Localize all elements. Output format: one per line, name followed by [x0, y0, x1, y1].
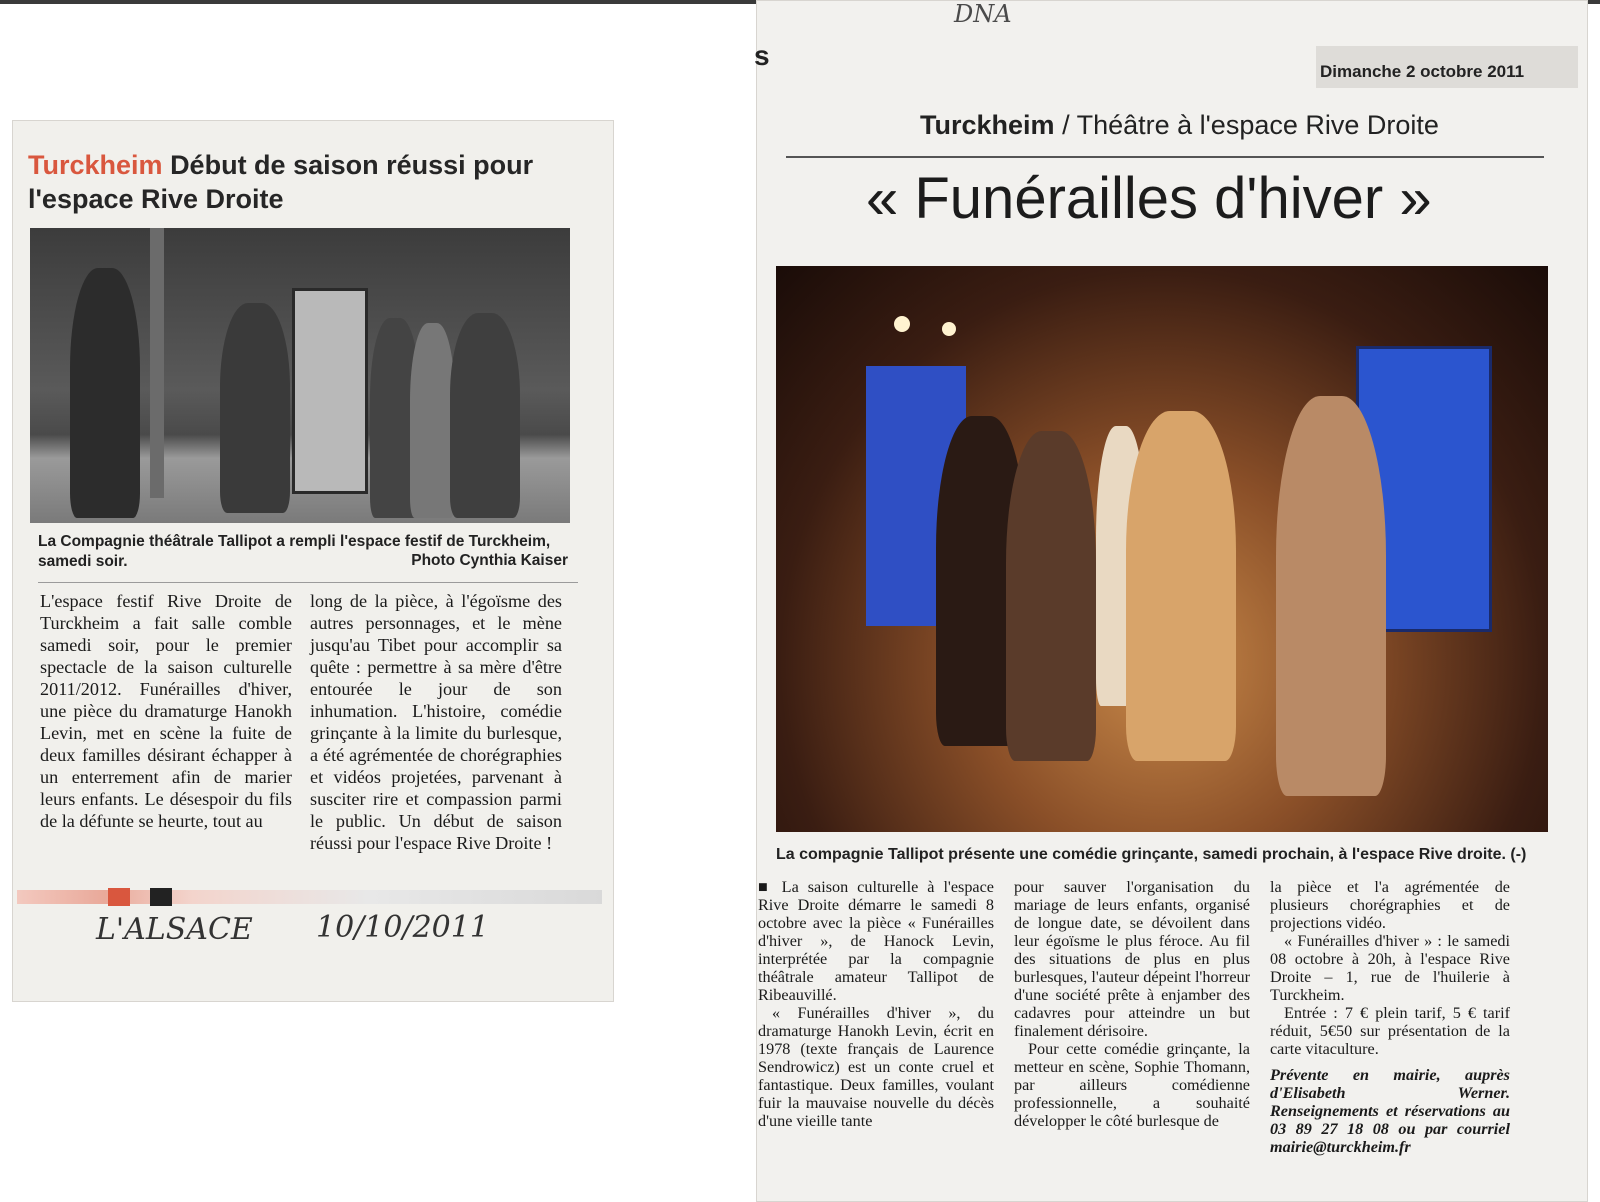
stage-pole — [150, 228, 164, 498]
decorative-square-black — [150, 888, 172, 906]
article-column-2 — [310, 590, 562, 854]
handwritten-source: L'ALSACE — [96, 912, 253, 947]
headline-text: Début de saison réussi pour l'espace Rive Droite — [28, 150, 534, 214]
article-title: « Funérailles d'hiver » — [866, 166, 1432, 231]
headline-town: Turckheim — [28, 150, 163, 180]
stage-photo-bw — [30, 228, 570, 523]
article-column-1 — [758, 878, 994, 1130]
decorative-bar — [17, 890, 602, 904]
figure-actor — [410, 323, 455, 518]
stage-photo-color — [776, 266, 1548, 832]
paragraph: ■ La saison culturelle à l'espace Rive Droite démarre le samedi 8 octobre avec la pièce « Funérailles d'hiver », de Hanock Levin, interprétée par la compagnie théâtrale amateur Tallipot de Ribeauvillé. — [758, 878, 994, 1004]
figure-actor — [450, 313, 520, 518]
topic-text: / Théâtre à l'espace Rive Droite — [1062, 110, 1439, 140]
photo-caption: La compagnie Tallipot présente une comédie grinçante, samedi prochain, à l'espace Rive droite. (-) — [776, 846, 1527, 863]
figure-actor — [1006, 431, 1096, 761]
paragraph: pour sauver l'organisation du mariage de leurs enfants, organisé de longue date, se dévoilent dans leur égoïsme le plus féroce. Au fil des situations de plus en plus burlesques, l'auteur dépeint l'horreur d'une société prête à enjamber des cadavres pour atteindre un but finalement dérisoire. — [1014, 878, 1250, 1040]
photo-credit: Photo Cynthia Kaiser — [411, 552, 568, 569]
stage-light — [894, 316, 910, 332]
paragraph: « Funérailles d'hiver », du dramaturge Hanokh Levin, écrit en 1978 (texte français de Laurence Sendrowicz) est un conte cruel et fantastique. Deux familles, voulant fuir la mauvaise nouvelle du décès d'une vieille tante — [758, 1004, 994, 1130]
article-column-3 — [1270, 878, 1510, 1156]
handwritten-stamp: DNA — [954, 0, 1012, 28]
photo-caption: La Compagnie théâtrale Tallipot a rempli l'espace festif de Turckheim, samedi soir. — [38, 533, 551, 570]
clipping-dna — [756, 0, 1588, 1202]
paragraph: Entrée : 7 € plein tarif, 5 € tarif réduit, 5€50 sur présentation de la carte vitaculture. — [1270, 1004, 1510, 1058]
paragraph: la pièce et l'a agrémentée de plusieurs chorégraphies et de projections vidéo. — [1270, 878, 1510, 932]
publication-date: Dimanche 2 octobre 2011 — [1320, 62, 1525, 81]
stage-light — [942, 322, 956, 336]
decorative-square-red — [108, 888, 130, 906]
divider — [38, 582, 578, 583]
article-column-2 — [1014, 878, 1250, 1130]
handwritten-date: 10/10/2011 — [316, 910, 489, 945]
topic-town: Turckheim — [920, 110, 1055, 140]
paragraph: long de la pièce, à l'égoïsme des autres personnages, et le mène jusqu'au Tibet pour accomplir sa quête : permettre à sa mère d'être entourée le jour de son inhumation. L'histoire, comédie grinçante à la limite du burlesque, a été agrémentée de chorégraphies et vidéos projetées, parvenant à susciter rire et compassion parmi le public. Un début de saison réussi pour l'espace Rive Droite ! — [310, 591, 562, 853]
figure-actor — [1276, 396, 1386, 796]
paragraph: Pour cette comédie grinçante, la metteur en scène, Sophie Thomann, par ailleurs comédienne professionnelle, a souhaité développer le côté burlesque de — [1014, 1040, 1250, 1130]
paragraph-info: Prévente en mairie, auprès d'Elisabeth Werner. Renseignements et réservations au 03 89 27 18 08 ou par courriel mairie@turckheim.fr — [1270, 1066, 1510, 1156]
divider — [786, 156, 1544, 158]
paragraph: L'espace festif Rive Droite de Turckheim a fait salle comble samedi soir, pour le premier spectacle de la saison culturelle 2011/2012. Funérailles d'hiver, une pièce du dramaturge Hanokh Levin, met en scène la fuite de deux familles désirant échapper à un enterrement afin de marier leurs enfants. Le désespoir du fils de la défunte se heurte, tout au — [40, 591, 292, 831]
section-letter: s — [754, 40, 770, 71]
figure-actor — [1126, 411, 1236, 761]
topic-line — [920, 110, 1439, 141]
figure-actor — [70, 268, 140, 518]
article-column-1 — [40, 590, 292, 832]
stage-door — [292, 288, 368, 494]
headline — [28, 148, 588, 216]
figure-actor — [220, 303, 290, 513]
clipping-alsace — [12, 120, 614, 1002]
paragraph: « Funérailles d'hiver » : le samedi 08 octobre à 20h, à l'espace Rive Droite – 1, rue de l'huilerie à Turckheim. — [1270, 932, 1510, 1004]
